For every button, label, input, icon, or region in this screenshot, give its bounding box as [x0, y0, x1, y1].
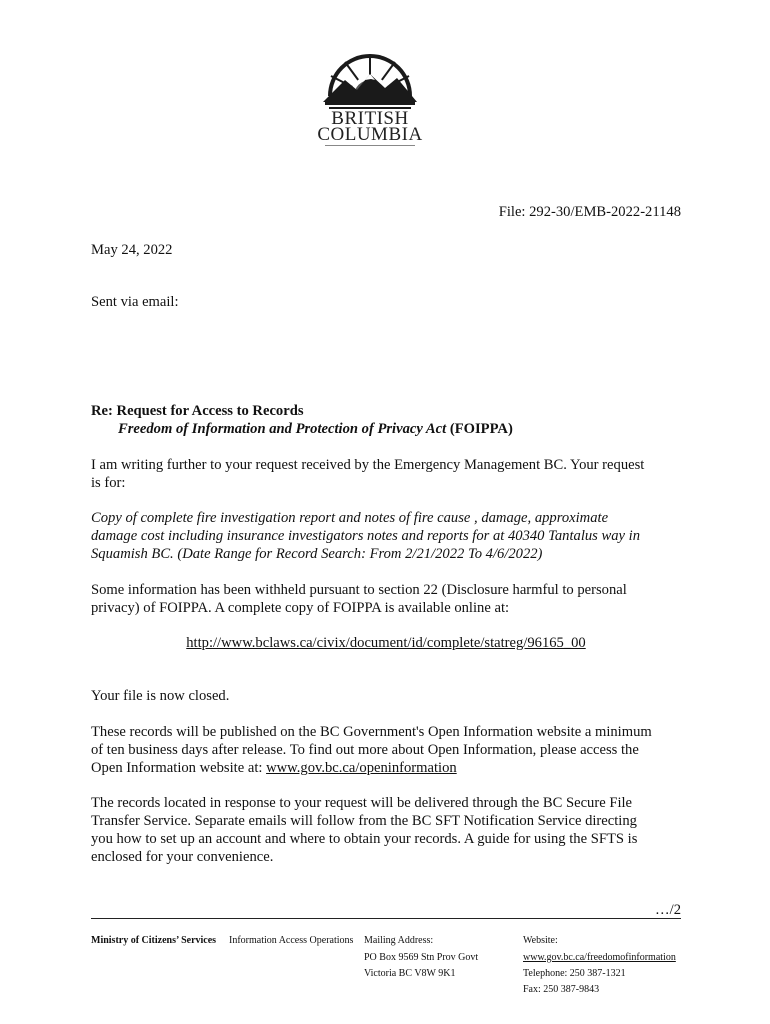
logo-underline [325, 145, 415, 146]
footer-telephone: Telephone: 250 387-1321 [523, 968, 626, 979]
request-line1: Copy of complete fire investigation report and notes of fire cause , damage, approximate [91, 510, 609, 526]
page-continuation-marker: …/2 [655, 902, 681, 918]
bc-government-logo [315, 44, 425, 149]
para1-line1: I am writing further to your request received by the Emergency Management BC. Your request [91, 457, 645, 473]
para4-line1: The records located in response to your request will be delivered through the BC Secure File [91, 795, 633, 811]
para3-line3-prefix: Open Information website at: [91, 760, 267, 776]
para2-line2: privacy) of FOIPPA. A complete copy of FOIPPA is available online at: [91, 600, 510, 616]
para1-line2: is for: [91, 475, 126, 491]
footer-mailing-label: Mailing Address: [364, 935, 434, 946]
para3-line3 [91, 759, 691, 778]
request-line3: Squamish BC. (Date Range for Record Search: From 2/21/2022 To 4/6/2022) [91, 546, 543, 562]
para3-line2: of ten business days after release. To find out more about Open Information, please access the [91, 742, 639, 758]
para4-line2: Transfer Service. Separate emails will follow from the BC SFT Notification Service directing [91, 813, 637, 829]
file-closed-text: Your file is now closed. [91, 688, 230, 704]
footer-branch: Information Access Operations [229, 935, 354, 946]
act-heading [118, 420, 718, 439]
sent-via-label: Sent via email: [91, 294, 179, 310]
re-heading: Re: Request for Access to Records [91, 403, 304, 419]
letter-date: May 24, 2022 [91, 242, 173, 258]
file-reference: File: 292-30/EMB-2022-21148 [498, 204, 681, 220]
para4-line3: you how to set up an account and where to obtain your records. A guide for using the SFTS is [91, 831, 638, 847]
open-information-link[interactable]: www.gov.bc.ca/openinformation [266, 760, 457, 776]
footer-divider [91, 918, 681, 919]
footer-website-link[interactable]: www.gov.bc.ca/freedomofinformation [523, 952, 676, 963]
para3-line1: These records will be published on the BC Government's Open Information website a minimum [91, 724, 652, 740]
para2-line1: Some information has been withheld pursuant to section 22 (Disclosure harmful to personal [91, 582, 627, 598]
sun-mountains-icon [315, 44, 425, 114]
footer-fax: Fax: 250 387-9843 [523, 984, 600, 995]
footer-mailing-line2: Victoria BC V8W 9K1 [364, 968, 456, 979]
request-line2: damage cost including insurance investigators notes and reports for at 40340 Tantalus way in [91, 528, 641, 544]
act-name: Freedom of Information and Protection of Privacy Act [118, 421, 447, 437]
para4-line4: enclosed for your convenience. [91, 849, 274, 865]
logo-text-british: BRITISH [331, 108, 409, 129]
footer-website-label: Website: [523, 935, 558, 946]
logo-text-columbia: COLUMBIA [317, 124, 423, 145]
footer-ministry: Ministry of Citizens’ Services [91, 935, 217, 946]
act-abbrev: (FOIPPA) [446, 421, 513, 437]
foippa-link[interactable]: http://www.bclaws.ca/civix/document/id/complete/statreg/96165_00 [186, 635, 586, 651]
footer-mailing-line1: PO Box 9569 Stn Prov Govt [364, 952, 479, 963]
